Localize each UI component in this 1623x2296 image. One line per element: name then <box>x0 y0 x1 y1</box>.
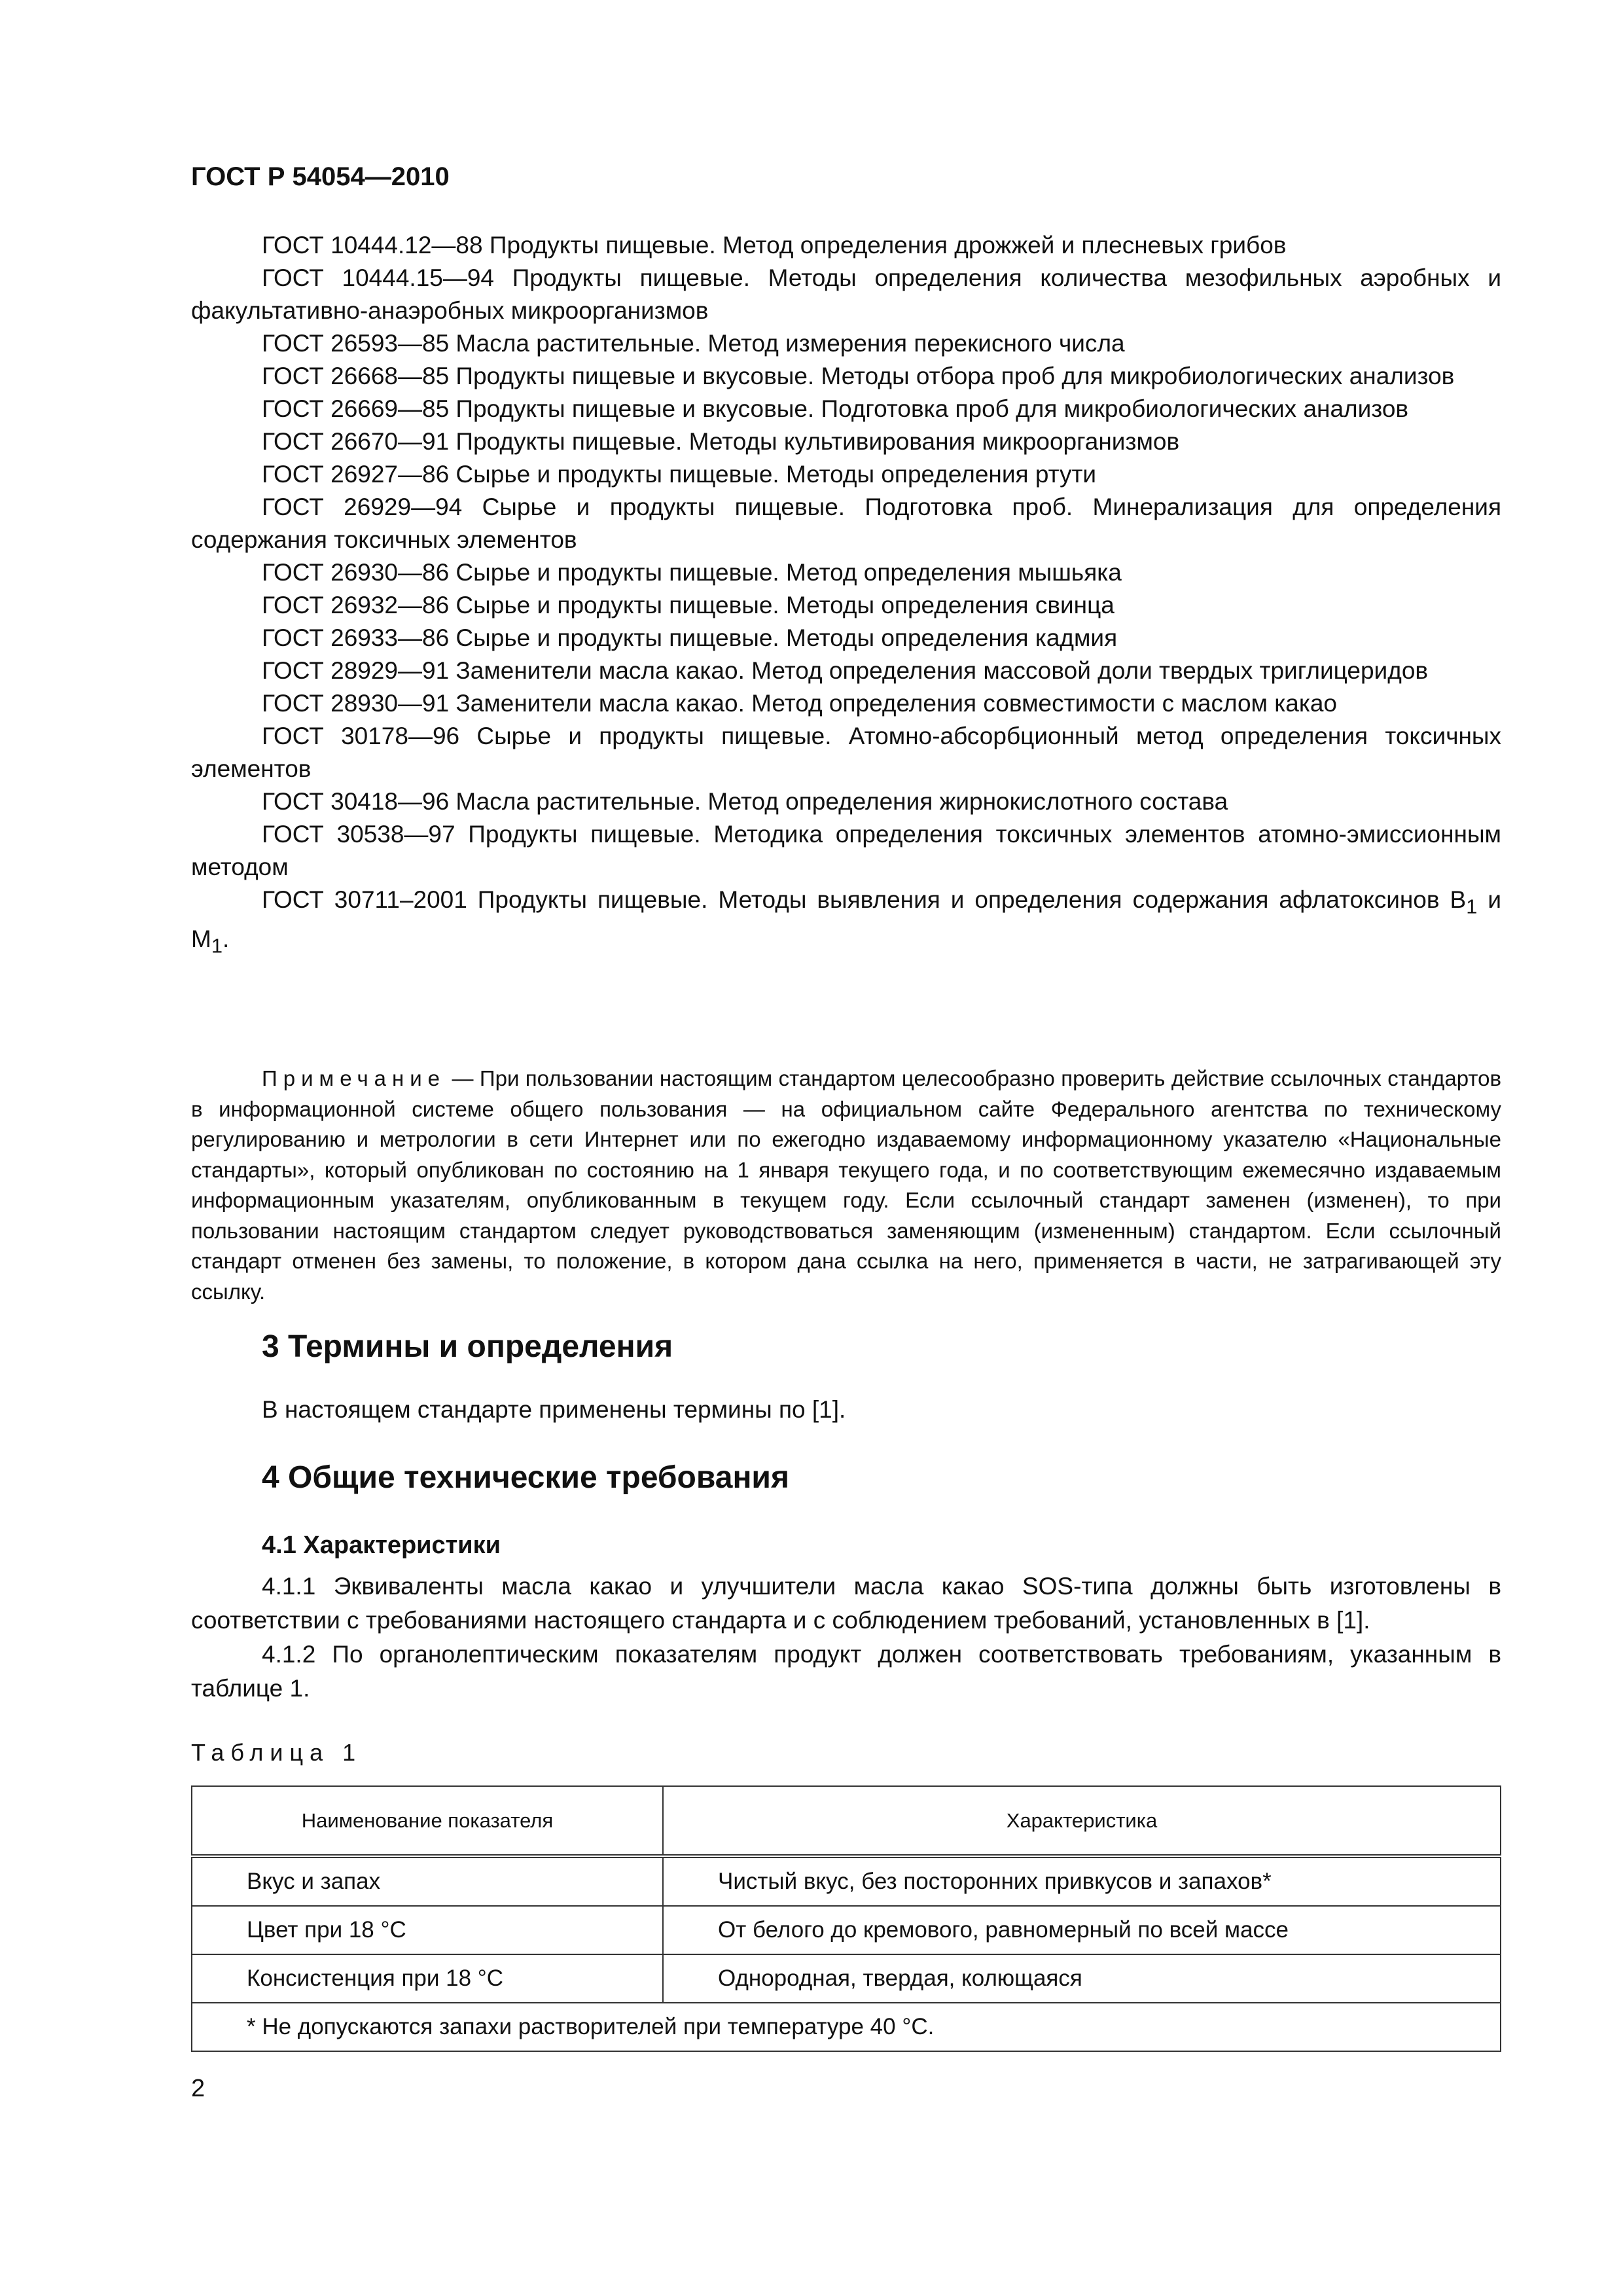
table-footnote-row <box>192 2003 1501 2051</box>
table-row <box>192 1856 1501 1906</box>
column-header: Наименование показателя <box>192 1786 663 1856</box>
reference-item: ГОСТ 28929—91 Заменители масла какао. Метод определения массовой доли твердых триглицеридов <box>262 657 1429 684</box>
table-cell: Цвет при 18 °С <box>192 1906 663 1954</box>
running-header: ГОСТ Р 54054—2010 <box>191 162 450 191</box>
note-text: — При пользовании настоящим стандартом целесообразно проверить действие ссылочных стандартов в информационной системе общего пользования — на официальном сайте Федерального агентства по техническому регулированию и метрологии в сети Интернет или по ежегодно издаваемому информационному указателю «Национальные стандарты», который опубликован по состоянию на 1 января текущего года, и по соответствующим ежемесячно издаваемым информационным указателям, опубликованным в текущем году. Если ссылочный стандарт заменен (изменен), то при пользовании настоящим стандартом следует руководствоваться заменяющим (измененным) стандартом. Если ссылочный стандарт отменен без замены, то положение, в котором дана ссылка на него, применяется в части, не затрагивающей эту ссылку. <box>191 1066 1501 1304</box>
paragraph-4-1-1: 4.1.1 Эквиваленты масла какао и улучшители масла какао SOS-типа должны быть изготовлены в соответствии с требованиями настоящего стандарта и с соблюдением требований, установленных в [1]. <box>191 1573 1501 1634</box>
table-row <box>192 1954 1501 2003</box>
reference-item: ГОСТ 26669—85 Продукты пищевые и вкусовые. Подготовка проб для микробиологических анализов <box>262 395 1409 422</box>
table-caption: Таблица 1 <box>191 1739 363 1766</box>
table-footnote: * Не допускаются запахи растворителей при температуре 40 °С. <box>192 2003 1501 2051</box>
column-header: Характеристика <box>663 1786 1501 1856</box>
page-number: 2 <box>191 2075 205 2102</box>
reference-item: ГОСТ 26593—85 Масла растительные. Метод измерения перекисного числа <box>262 330 1125 357</box>
section-3-text: В настоящем стандарте применены термины по [1]. <box>262 1396 846 1423</box>
table-header-row <box>192 1786 1501 1856</box>
reference-item: ГОСТ 26668—85 Продукты пищевые и вкусовые. Методы отбора проб для микробиологических анализов <box>262 363 1455 389</box>
subscript: 1 <box>211 934 223 958</box>
reference-item: ГОСТ 10444.15—94 Продукты пищевые. Методы определения количества мезофильных аэробных и факультативно-анаэробных микроорганизмов <box>191 264 1501 324</box>
table-cell: Чистый вкус, без посторонних привкусов и запахов* <box>663 1856 1501 1906</box>
table-cell: Вкус и запах <box>192 1856 663 1906</box>
reference-text: . <box>222 925 230 953</box>
reference-item: ГОСТ 30418—96 Масла растительные. Метод определения жирнокислотного состава <box>262 788 1228 815</box>
note-paragraph <box>191 1064 1501 1307</box>
table-row <box>192 1906 1501 1954</box>
reference-item-last <box>191 884 1501 963</box>
reference-item: ГОСТ 26929—94 Сырье и продукты пищевые. Подготовка проб. Минерализация для определения содержания токсичных элементов <box>191 493 1501 553</box>
reference-item: ГОСТ 30538—97 Продукты пищевые. Методика определения токсичных элементов атомно-эмиссионным методом <box>191 821 1501 880</box>
subsection-4-1-heading: 4.1 Характеристики <box>262 1532 501 1559</box>
table-cell: Однородная, твердая, колющаяся <box>663 1954 1501 2003</box>
reference-item: ГОСТ 26927—86 Сырье и продукты пищевые. Методы определения ртути <box>262 461 1097 488</box>
table-1 <box>191 1785 1501 2052</box>
reference-text: и M <box>191 886 1502 953</box>
reference-item: ГОСТ 10444.12—88 Продукты пищевые. Метод определения дрожжей и плесневых грибов <box>262 232 1287 259</box>
reference-item: ГОСТ 28930—91 Заменители масла какао. Метод определения совместимости с маслом какао <box>262 690 1337 717</box>
reference-item: ГОСТ 26933—86 Сырье и продукты пищевые. Методы определения кадмия <box>262 624 1118 651</box>
normative-references-list <box>191 229 1501 963</box>
subscript: 1 <box>1466 895 1478 918</box>
reference-item: ГОСТ 26930—86 Сырье и продукты пищевые. Метод определения мышьяка <box>262 559 1122 586</box>
reference-text: ГОСТ 30711–2001 Продукты пищевые. Методы выявления и определения содержания афлатоксинов B <box>262 886 1467 913</box>
table-cell: Консистенция при 18 °С <box>192 1954 663 2003</box>
reference-item: ГОСТ 26932—86 Сырье и продукты пищевые. Методы определения свинца <box>262 592 1115 619</box>
section-4-paragraphs <box>191 1570 1501 1706</box>
table-cell: От белого до кремового, равномерный по всей массе <box>663 1906 1501 1954</box>
reference-item: ГОСТ 30178—96 Сырье и продукты пищевые. Атомно-абсорбционный метод определения токсичных элементов <box>191 723 1501 782</box>
note-label: Примечание <box>262 1066 446 1090</box>
reference-item: ГОСТ 26670—91 Продукты пищевые. Методы культивирования микроорганизмов <box>262 428 1180 455</box>
section-4-heading: 4 Общие технические требования <box>262 1460 789 1495</box>
paragraph-4-1-2: 4.1.2 По органолептическим показателям продукт должен соответствовать требованиям, указанным в таблице 1. <box>191 1641 1501 1702</box>
section-3-heading: 3 Термины и определения <box>262 1329 673 1364</box>
